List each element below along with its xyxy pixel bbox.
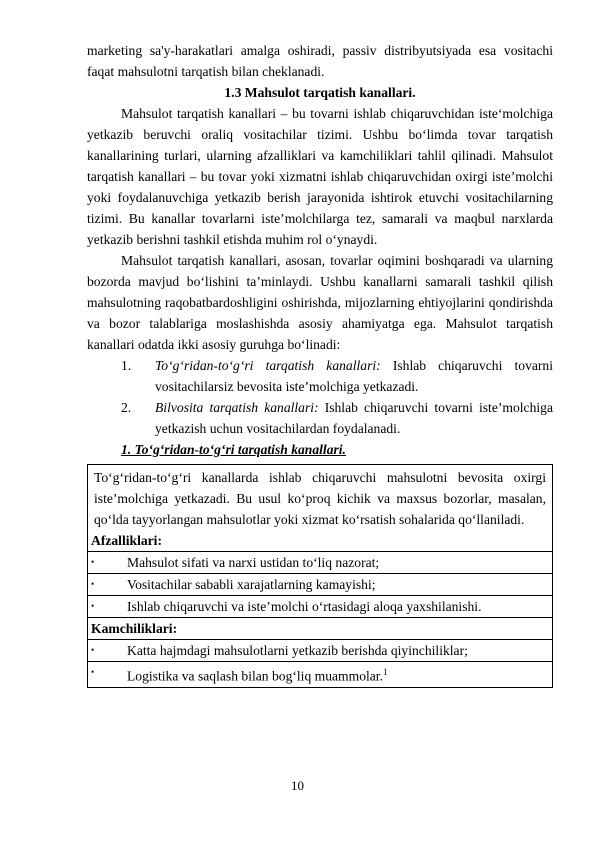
table-cell xyxy=(88,640,553,662)
advantages-title: Afzalliklari: xyxy=(91,533,162,548)
advantage-item: Mahsulot sifati va narxi ustidan to‘liq nazorat; xyxy=(127,555,380,570)
table-cell xyxy=(88,596,553,618)
table-row xyxy=(88,662,553,688)
bullet-icon: • xyxy=(91,645,95,655)
list-description: Ishlab chiqaruvchi tovarni iste’molchiga yetkazish uchun vositachilardan foydalanadi. xyxy=(155,400,553,436)
info-table xyxy=(87,464,553,688)
subheading: 1. To‘g‘ridan-to‘g‘ri tarqatish kanallari. xyxy=(121,442,346,457)
advantage-item: Vositachilar sababli xarajatlarning kamayishi; xyxy=(127,577,376,592)
bullet-icon: • xyxy=(91,601,95,611)
list-item xyxy=(87,397,553,439)
list-term: To‘g‘ridan-to‘g‘ri tarqatish kanallari: xyxy=(155,358,381,373)
disadvantage-text: Logistika va saqlash bilan bog‘liq muammolar. xyxy=(127,668,383,684)
list-item xyxy=(87,355,553,397)
table-cell xyxy=(88,465,553,552)
paragraph-3: Mahsulot tarqatish kanallari, asosan, tovarlar oqimini boshqaradi va ularning bozorda mavjud bo‘lishini ta’minlaydi. Ushbu kanallarni samarali tashkil qilish mahsulotning raqobatbardoshligini oshirishda, mijozlarning ehtiyojlarini qondirishda va bozor talablariga moslashishda asosiy ahamiyatga ega. Mahsulot tarqatish kanallari odatda ikki asosiy guruhga bo‘linadi: xyxy=(87,253,553,352)
table-row xyxy=(88,640,553,662)
paragraph-1: marketing sa'y-harakatlari amalga oshiradi, passiv distribyutsiyada esa vositachi faqat mahsulotni tarqatish bilan cheklanadi. xyxy=(87,43,553,79)
list-description: Ishlab chiqaruvchi tovarni vositachilarsiz bevosita iste’molchiga yetkazadi. xyxy=(155,358,553,394)
list-term: Bilvosita tarqatish kanallari: xyxy=(155,400,319,415)
table-row xyxy=(88,618,553,640)
list-number: 1. xyxy=(121,358,132,373)
table-row xyxy=(88,465,553,552)
bullet-icon: • xyxy=(91,579,95,589)
table-cell xyxy=(88,574,553,596)
document-page xyxy=(87,40,553,688)
paragraph-2: Mahsulot tarqatish kanallari – bu tovarni ishlab chiqaruvchidan iste‘molchiga yetkazib beruvchi oraliq vositachilar tizimi. Ushbu bo‘limda tovar tarqatish kanallarining turlari, ularning afzalliklari va kamchiliklari tahlil qilinadi. Mahsulot tarqatish kanallari – bu tovar yoki xizmatni ishlab chiqaruvchidan oxirgi iste’molchi yoki foydalanuvchiga yetkazib berish jarayonida ishtirok etuvchi vositachilarning tizimi. Bu kanallar tovarlarni iste’molchilarga tez, samarali va maqbul narxlarda yetkazib berishni tashkil etishda muhim rol o‘ynaydi. xyxy=(87,106,553,247)
bullet-icon: • xyxy=(91,557,95,567)
list-text xyxy=(155,397,553,439)
list-text xyxy=(155,355,553,397)
table-row xyxy=(88,574,553,596)
list-number: 2. xyxy=(121,400,132,415)
disadvantage-item: Katta hajmdagi mahsulotlarni yetkazib berishda qiyinchiliklar; xyxy=(127,643,468,658)
bullet-icon: • xyxy=(91,667,95,677)
section-heading: 1.3 Mahsulot tarqatish kanallari. xyxy=(224,85,416,100)
disadvantages-title: Kamchiliklari: xyxy=(88,618,553,640)
table-row xyxy=(88,552,553,574)
disadvantage-item xyxy=(127,662,387,687)
footnote-mark[interactable]: 1 xyxy=(382,667,388,677)
advantage-item: Ishlab chiqaruvchi va iste’molchi o‘rtasidagi aloqa yaxshilanishi. xyxy=(127,599,482,614)
page-number: 10 xyxy=(291,778,304,793)
table-row xyxy=(88,596,553,618)
table-cell xyxy=(88,662,553,688)
table-intro: To‘g‘ridan-to‘g‘ri kanallarda ishlab chiqaruvchi mahsulotni bevosita oxirgi iste’molchiga yetkazadi. Bu usul ko‘proq kichik va maxsus bozorlar, masalan, qo‘lda tayyorlangan mahsulotlar yoki xizmat ko‘rsatish sohalarida qo‘llaniladi. xyxy=(94,470,546,527)
table-cell xyxy=(88,552,553,574)
